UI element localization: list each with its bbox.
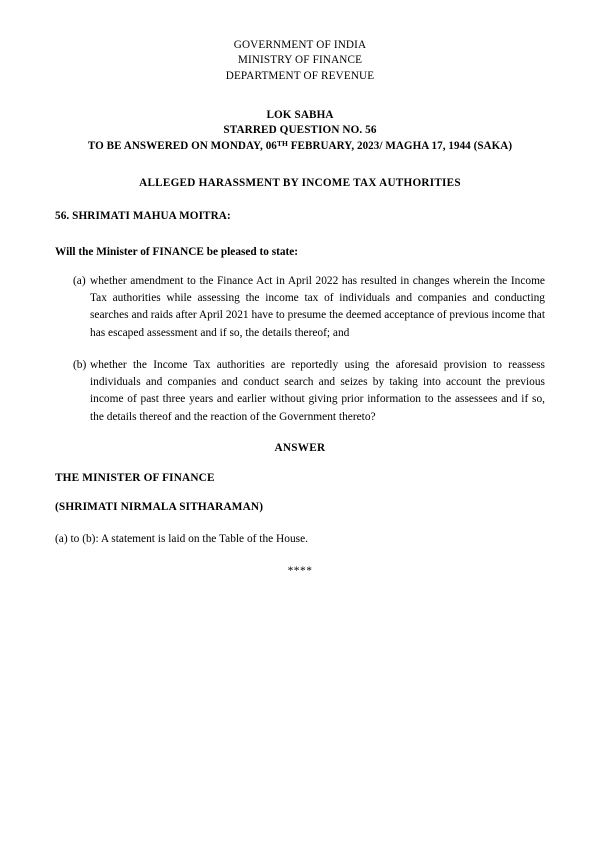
answer-date-suffix: FEBRUARY, 2023/ MAGHA 17, 1944 (SAKA) [287,140,513,153]
answer-heading: ANSWER [274,442,326,455]
government-header [55,38,545,84]
question-asker: 56. SHRIMATI MAHUA MOITRA: [55,209,231,222]
answer-date-line [55,139,545,155]
question-list [55,273,545,426]
question-item [73,273,545,342]
header-line-government: GOVERNMENT OF INDIA [233,39,367,51]
question-marker: (a) [73,274,86,287]
header-line-ministry: MINISTRY OF FINANCE [237,54,363,67]
subject-title: ALLEGED HARASSMENT BY INCOME TAX AUTHORITIES [139,176,461,189]
answer-date-ordinal-suffix: TH [276,138,288,148]
end-of-document-mark: **** [287,565,313,578]
question-item [73,357,545,426]
minister-name: (SHRIMATI NIRMALA SITHARAMAN) [55,501,264,514]
preamble-line: Will the Minister of FINANCE be pleased to state: [55,245,299,258]
document-content [55,38,545,577]
header-line-department: DEPARTMENT OF REVENUE [225,69,375,82]
house-block [55,108,545,155]
question-text: whether the Income Tax authorities are reportedly using the aforesaid provision to reassess individuals and companies and conduct search and seizes by taking into account the previous income of past three years and earlier without giving prior information to the assessees and if so, the details thereof and the reaction of the Government thereto? [90,358,545,423]
question-text: whether amendment to the Finance Act in April 2022 has resulted in changes wherein the Income Tax authorities while assessing the income tax of individuals and companies and conducting searches and raids after April 2021 have to presume the deemed acceptance of previous income that has escaped assessment and if so, the details thereof; and [90,274,545,339]
answer-date-prefix: TO BE ANSWERED ON MONDAY, 06 [87,140,277,153]
question-number: STARRED QUESTION NO. 56 [223,124,377,137]
house-chamber: LOK SABHA [266,108,334,121]
question-marker: (b) [73,358,87,371]
answer-body-text: (a) to (b): A statement is laid on the Table of the House. [55,533,309,546]
minister-title: THE MINISTER OF FINANCE [55,472,215,485]
